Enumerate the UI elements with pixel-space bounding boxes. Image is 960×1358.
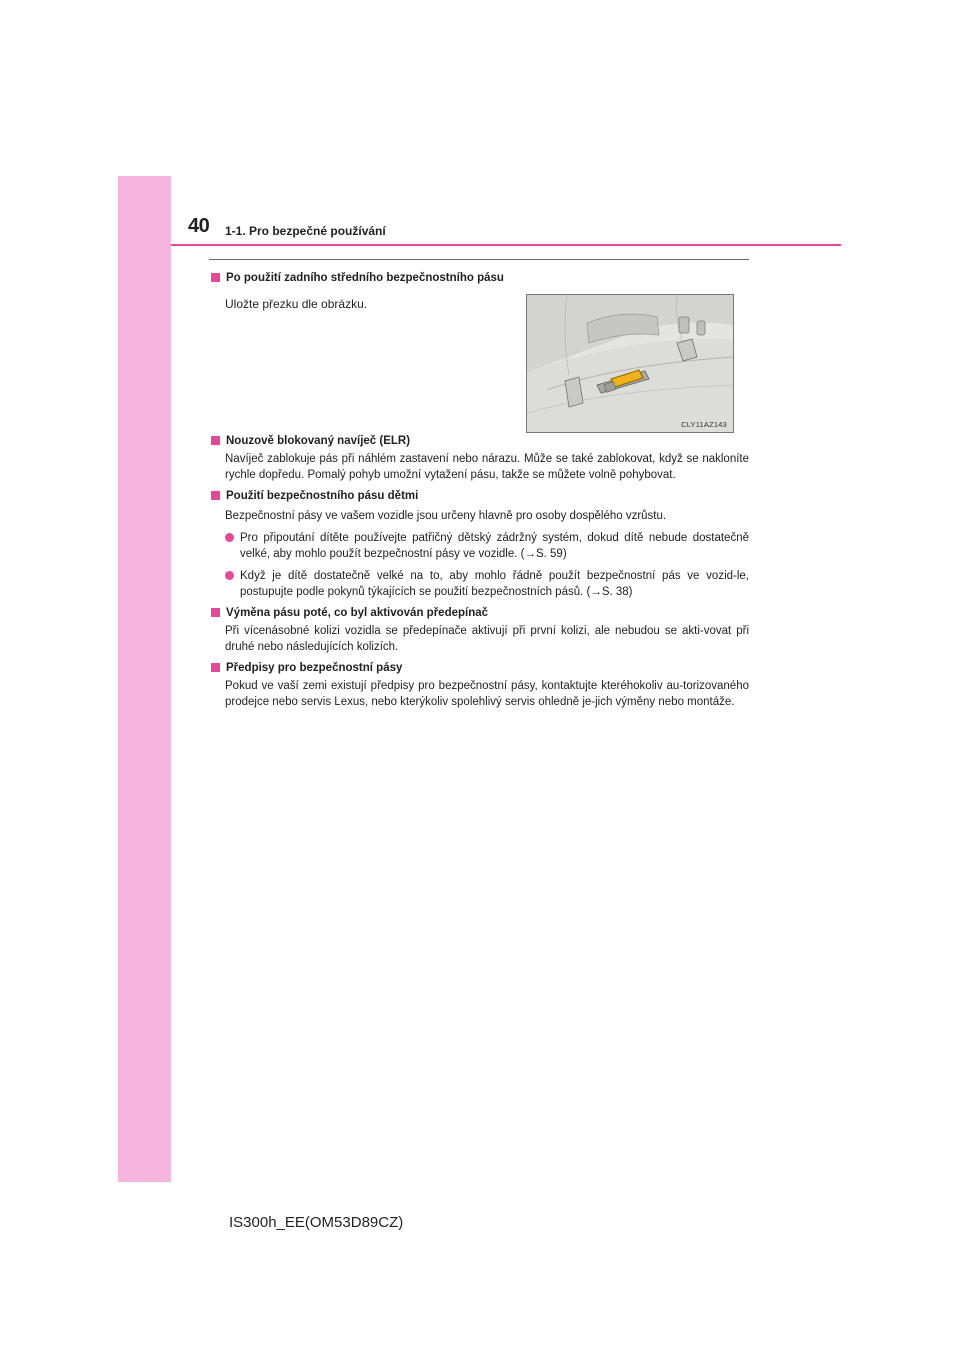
- section-heading: [209, 433, 749, 449]
- section-text: Uložte přezku dle obrázku.: [225, 297, 368, 311]
- heading-text: Nouzově blokovaný navíječ (ELR): [226, 435, 411, 447]
- circle-bullet-icon: [225, 571, 234, 580]
- list-item: [225, 568, 749, 600]
- square-bullet-icon: [211, 663, 220, 672]
- section-regulations: [209, 660, 749, 710]
- content-top-divider: [209, 259, 749, 260]
- heading-text: Předpisy pro bezpečnostní pásy: [226, 662, 403, 674]
- list-item: [225, 530, 749, 562]
- seat-illustration: [527, 295, 733, 432]
- section-heading: [209, 488, 749, 504]
- circle-bullet-icon: [225, 533, 234, 542]
- section-title: 1-1. Pro bezpečné používání: [225, 224, 386, 238]
- section-children: [209, 488, 749, 600]
- heading-text: Výměna pásu poté, co byl aktivován předepínač: [226, 607, 489, 619]
- section-text: Pokud ve vaší zemi existují předpisy pro bezpečnostní pásy, kontaktujte kteréhokoliv au-torizovaného prodejce nebo servis Lexus, nebo kterýkoliv spolehlivý servis ohledně je-jich výměny nebo montáže.: [225, 680, 749, 708]
- section-heading: [209, 660, 749, 676]
- square-bullet-icon: [211, 436, 220, 445]
- square-bullet-icon: [211, 273, 220, 282]
- footer-model-code: IS300h_EE(OM53D89CZ): [229, 1214, 404, 1231]
- section-text: Bezpečnostní pásy ve vašem vozidle jsou určeny hlavně pro osoby dospělého vzrůstu.: [225, 510, 667, 522]
- section-heading: [209, 605, 749, 621]
- heading-text: Po použití zadního středního bezpečnostního pásu: [226, 272, 504, 284]
- figure-code-label: CLY11AZ143: [681, 420, 727, 429]
- section-pretensioner: [209, 605, 749, 655]
- section-elr: [209, 433, 749, 483]
- chapter-sidebar-tab: [118, 176, 171, 1182]
- section-text: Navíječ zablokuje pás při náhlém zastavení nebo nárazu. Může se také zablokovat, když se nakloníte rychle dopředu. Pomalý pohyb umožní vytažení pásu, takže se můžete volně pohybovat.: [225, 453, 749, 481]
- section-text: Při vícenásobné kolizi vozidla se předepínače aktivují při první kolizi, ale nebudou se akti-vovat při druhé nebo následujících kolizích.: [225, 625, 749, 653]
- rear-seat-buckle-illustration: [526, 294, 734, 433]
- heading-text: Použití bezpečnostního pásu dětmi: [226, 490, 419, 502]
- page-number: 40: [188, 215, 210, 237]
- square-bullet-icon: [211, 608, 220, 617]
- list-item-text: Když je dítě dostatečně velké na to, aby mohlo řádně použít bezpečnostní pás ve vozid-le, postupujte podle pokynů týkajících se použití bezpečnostních pásů. (→S. 38): [240, 570, 749, 598]
- header-divider: [171, 244, 841, 246]
- square-bullet-icon: [211, 491, 220, 500]
- list-item-text: Pro připoutání dítěte používejte patřičný dětský zádržný systém, dokud dítě nebude dostatečně velké, aby mohlo použít bezpečnostní pásy ve vozidle. (→S. 59): [240, 532, 749, 560]
- section-heading: [209, 270, 749, 286]
